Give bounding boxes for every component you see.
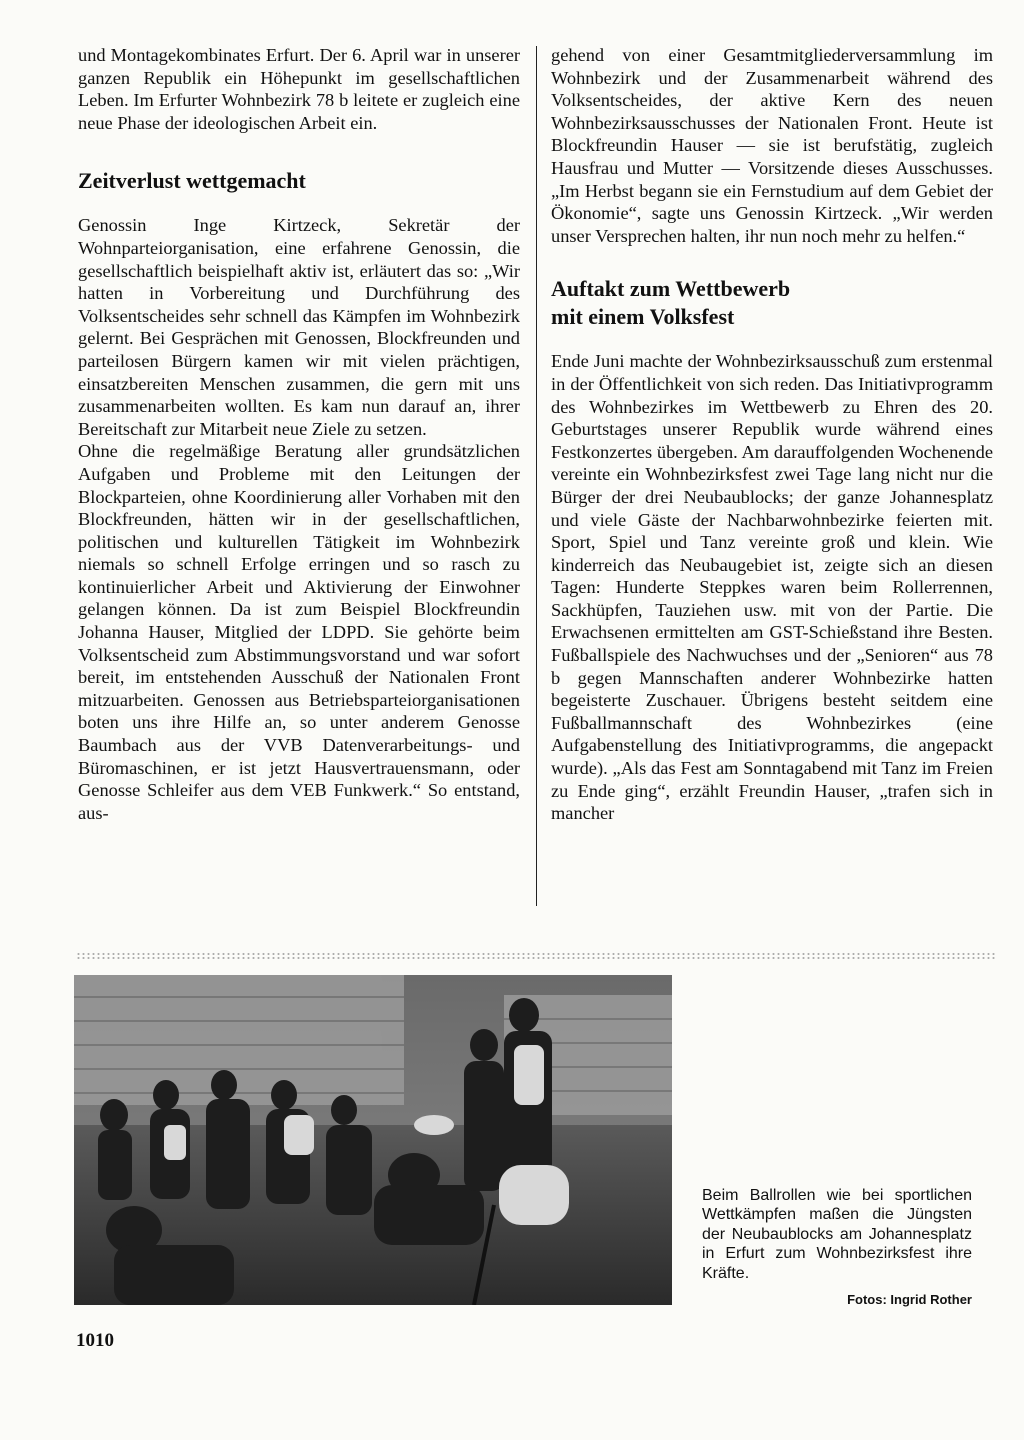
right-column — [551, 44, 993, 825]
photo-children-ball-rolling — [74, 975, 672, 1305]
heading-line: mit einem Volksfest — [551, 304, 735, 330]
photo-caption: Beim Ballrollen wie bei sportlichen Wettkämpfen maßen die Jüngsten der Neubaublocks am Johannesplatz in Erfurt zum Wohnbezirksfest ihre Kräfte. — [702, 1187, 972, 1282]
section-heading: Zeitverlust wettgemacht — [78, 168, 306, 194]
body-paragraph: Ohne die regelmäßige Beratung aller grundsätzlichen Aufgaben und Probleme mit den Leitungen der Blockparteien, ohne Koordinierung aller Vorhaben mit den Blockfreunden, hätten wir in der gesellschaftlichen, politischen und kulturellen Tätigkeit im Wohnbezirk niemals so schnell Erfolge erringen und so rasch zu kontinuierlicher Arbeit und Aktivierung der Einwohner gelangen können. Da ist zum Beispiel Blockfreundin Johanna Hauser, Mitglied der LDPD. Sie gehörte beim Volksentscheid zum Abstimmungsvorstand und war sofort bereit, im entstehenden Ausschuß der Nationalen Front mitzuarbeiten. Genossen aus Betriebsparteiorganisationen boten uns ihre Hilfe an, so unter anderem Genosse Baumbach aus der VVB Datenverarbeitungs- und Büromaschinen, er ist jetzt Hausvertrauensmann, oder Genosse Schleifer aus dem VEB Funkwerk.“ So entstand, aus- — [78, 441, 520, 823]
photo-illustration — [74, 975, 672, 1305]
left-column — [78, 44, 520, 824]
photo-credit: Fotos: Ingrid Rother — [847, 1292, 972, 1307]
heading-line: Auftakt zum Wettbewerb — [551, 276, 791, 302]
column-divider — [536, 46, 537, 906]
page-number: 1010 — [76, 1330, 114, 1351]
section-heading — [551, 275, 993, 331]
body-paragraph: und Montagekombinates Erfurt. Der 6. April war in unserer ganzen Republik ein Höhepunkt im gesellschaftlichen Leben. Im Erfurter Wohnbezirk 78 b leitete er zugleich eine neue Phase der ideologischen Arbeit ein. — [78, 45, 520, 133]
body-paragraph: Ende Juni machte der Wohnbezirksausschuß zum erstenmal in der Öffentlichkeit von sich reden. Das Initiativprogramm des Wohnbezirkes im Wettbewerb zu Ehren des 20. Geburtstages unserer Republik wurde während eines Festkonzertes übergeben. Am darauffolgenden Wochenende vereinte ein Wohnbezirksfest zwei Tage lang nicht nur die Bürger der drei Neubaublocks; der ganze Johannesplatz und viele Gäste der Nachbarwohnbezirke feierten mit. Sport, Spiel und Tanz vereinte groß und klein. Wie kinderreich das Neubaugebiet ist, zeigte sich an diesen Tagen: Hunderte Steppkes waren beim Rollerrennen, Sackhüpfen, Tauziehen usw. mit von der Partie. Die Erwachsenen ermittelten am GST-Schießstand ihre Besten. Fußballspiele des Nachwuchses und der „Senioren“ aus 78 b gegen Mannschaften anderer Wohnbezirke hatten begeisterte Zuschauer. Übrigens besteht seitdem eine Fußballmannschaft des Wohnbezirkes (eine Aufgabenstellung des Initiativprogramms, die angepackt wurde). „Als das Fest am Sonntagabend mit Tanz im Freien zu Ende ging“, erzählt Freundin Hauser, „trafen sich in mancher — [551, 351, 993, 824]
body-paragraph: Genossin Inge Kirtzeck, Sekretär der Wohnparteiorganisation, eine erfahrene Genossin, die gesellschaftlich beispielhaft aktiv ist, erläutert das so: „Wir hatten in Vorbereitung und Durchführung des Volksentscheides sehr schnell das Kämpfen im Wohnbezirk gelernt. Bei Gesprächen mit Genossen, Blockfreunden und parteilosen Bürgern kamen wir mit vielen prächtigen, einsatzbereiten Menschen zusammen, die gern mit uns zusammenarbeiten wollten. Es kam nun darauf an, ihrer Bereitschaft zur Mitarbeit neue Ziele zu setzen. — [78, 215, 520, 439]
dotted-separator — [76, 952, 996, 960]
body-paragraph: gehend von einer Gesamtmitgliederversammlung im Wohnbezirk und der Zusammenarbeit während des Volksentscheides, der aktive Kern des neuen Wohnbezirksausschusses der Nationalen Front. Heute ist Blockfreundin Hauser — sie ist berufstätig, zugleich Hausfrau und Mutter — Vorsitzende dieses Ausschusses. „Im Herbst begann sie ein Fernstudium auf dem Gebiet der Ökonomie“, sagte uns Genossin Kirtzeck. „Wir werden unser Versprechen halten, ihr nun noch mehr zu helfen.“ — [551, 45, 993, 246]
